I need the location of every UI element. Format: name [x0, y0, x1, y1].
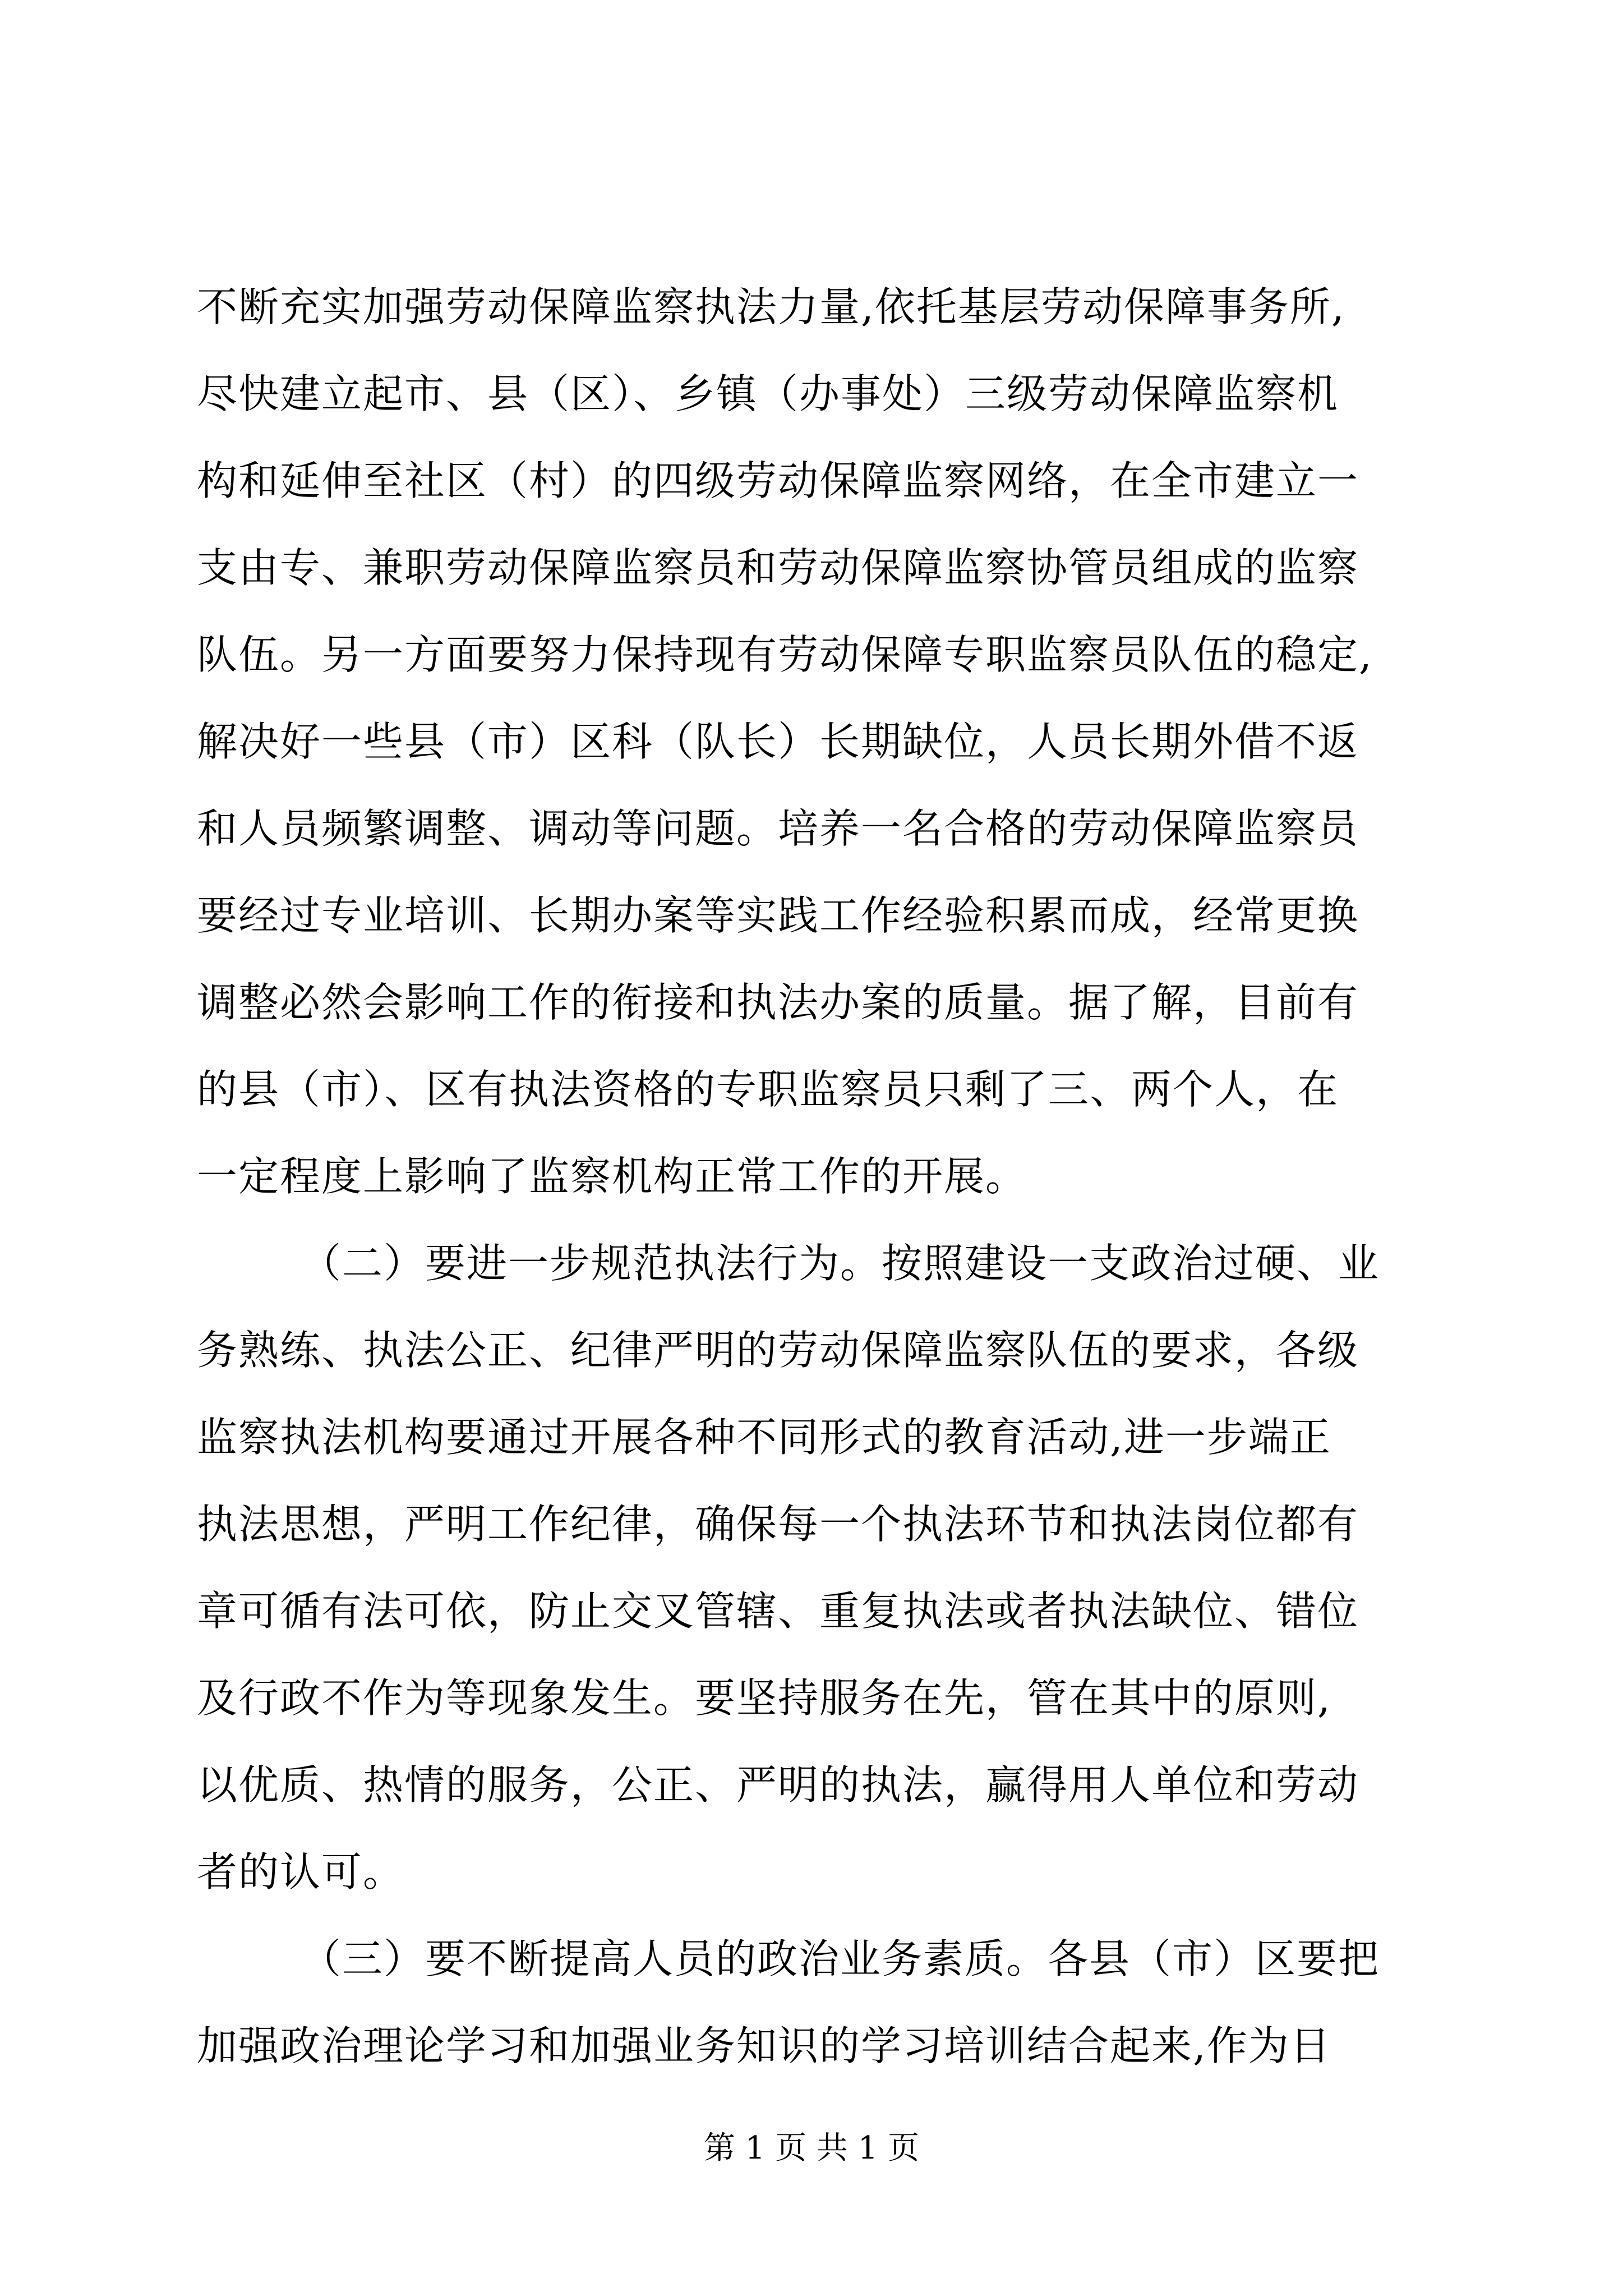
text-line: 务熟练、执法公正、纪律严明的劳动保障监察队伍的要求，各级 — [197, 1327, 1359, 1374]
text-line: 及行政不作为等现象发生。要坚持服务在先，管在其中的原则, — [197, 1674, 1331, 1722]
text-line: 的县（市）、区有执法资格的专职监察员只剩了三、两个人，在 — [197, 1066, 1339, 1113]
paragraph-first-line: （二）要进一步规范执法行为。按照建设一支政治过硬、业 — [301, 1240, 1380, 1287]
page-footer: 第 1 页 共 1 页 — [703, 2130, 920, 2166]
text-line: 支由专、兼职劳动保障监察员和劳动保障监察协管员组成的监察 — [197, 544, 1359, 591]
text-line: 一定程度上影响了监察机构正常工作的开展。 — [197, 1153, 1027, 1200]
text-line: 队伍。另一方面要努力保持现有劳动保障专职监察员队伍的稳定, — [197, 631, 1373, 678]
text-line: 构和延伸至社区（村）的四级劳动保障监察网络，在全市建立一 — [197, 457, 1359, 504]
text-line: 要经过专业培训、长期办案等实践工作经验积累而成，经常更换 — [197, 892, 1359, 939]
document-body — [197, 264, 1442, 2090]
text-line: 者的认可。 — [197, 1848, 405, 1895]
text-line: 调整必然会影响工作的衔接和执法办案的质量。据了解，目前有 — [197, 979, 1359, 1026]
text-line: 以优质、热情的服务，公正、严明的执法，赢得用人单位和劳动 — [197, 1761, 1359, 1809]
text-line: 尽快建立起市、县（区）、乡镇（办事处）三级劳动保障监察机 — [197, 370, 1339, 417]
text-line: 不断充实加强劳动保障监察执法力量,依托基层劳动保障事务所, — [197, 283, 1345, 330]
text-line: 和人员频繁调整、调动等问题。培养一名合格的劳动保障监察员 — [197, 805, 1359, 852]
paragraph-first-line: （三）要不断提高人员的政治业务素质。各县（市）区要把 — [301, 1935, 1380, 1982]
text-line: 执法思想，严明工作纪律，确保每一个执法环节和执法岗位都有 — [197, 1501, 1359, 1548]
text-line: 监察执法机构要通过开展各种不同形式的教育活动,进一步端正 — [197, 1414, 1331, 1461]
text-line: 章可循有法可依，防止交叉管辖、重复执法或者执法缺位、错位 — [197, 1588, 1359, 1635]
text-line: 加强政治理论学习和加强业务知识的学习培训结合起来,作为日 — [197, 2022, 1331, 2069]
text-line: 解决好一些县（市）区科（队长）长期缺位，人员长期外借不返 — [197, 718, 1359, 765]
